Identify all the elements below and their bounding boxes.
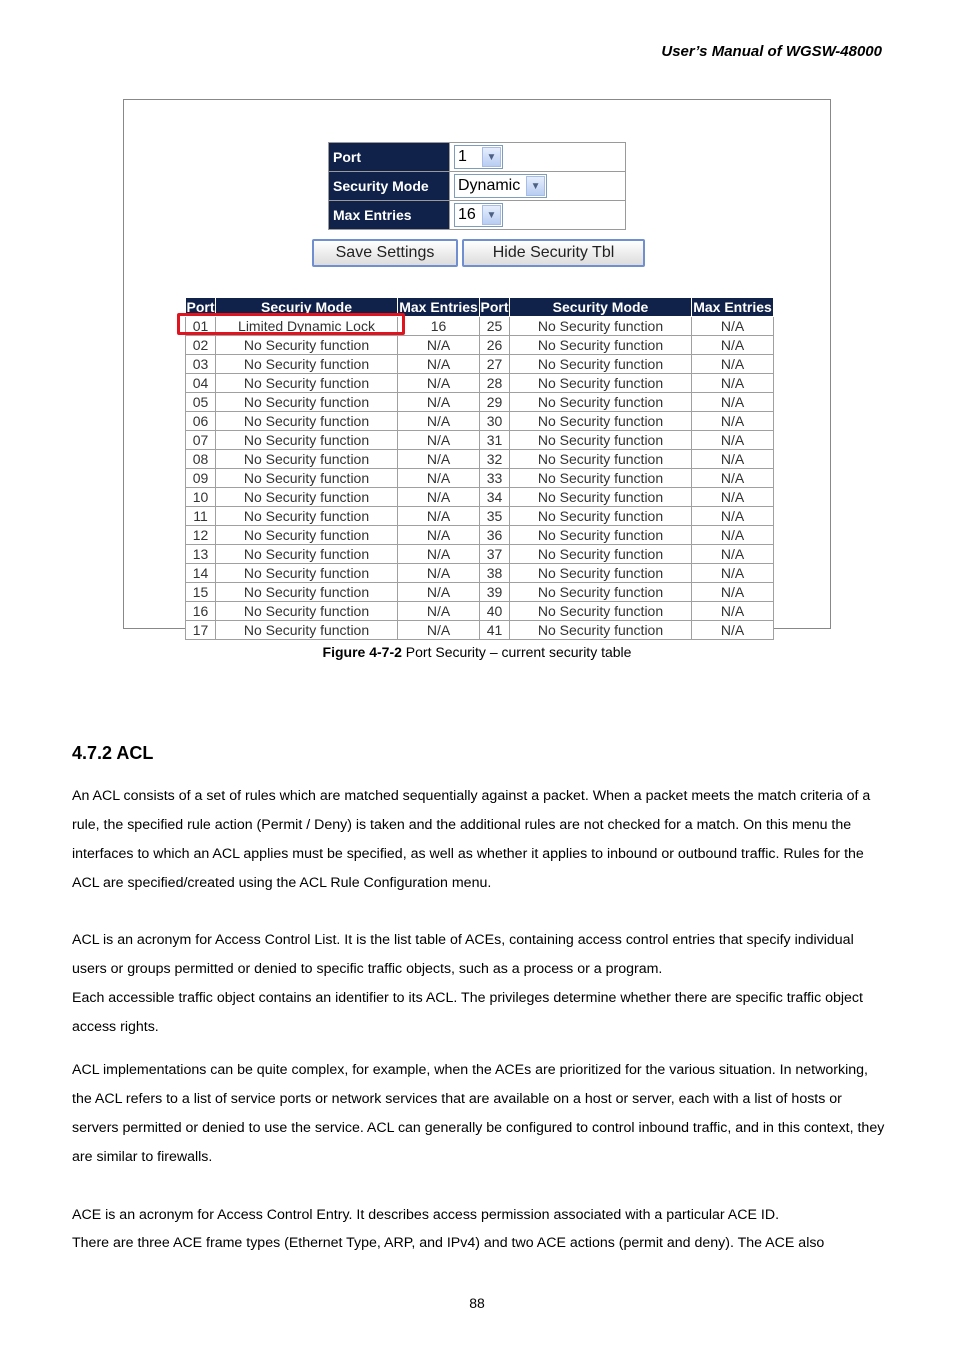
table-cell: No Security function — [510, 488, 692, 507]
table-cell: 07 — [186, 431, 216, 450]
table-row — [186, 526, 774, 545]
table-cell: 35 — [480, 507, 510, 526]
chevron-down-icon: ▼ — [482, 205, 501, 225]
table-cell: N/A — [398, 469, 480, 488]
table-cell: Limited Dynamic Lock — [216, 317, 398, 336]
table-cell: 39 — [480, 583, 510, 602]
page-number: 88 — [469, 1295, 485, 1311]
table-cell: No Security function — [510, 507, 692, 526]
table-cell: 29 — [480, 393, 510, 412]
table-cell: N/A — [692, 488, 774, 507]
table-cell: 41 — [480, 621, 510, 640]
save-settings-button[interactable]: Save Settings — [312, 239, 458, 267]
paragraph: An ACL consists of a set of rules which are matched sequentially against a packet. When a packet meets the match criteria of a rule, the specified rule action (Permit / Deny) is taken and the additional rules are not checked for a match. On this menu the interfaces to which an ACL applies must be specified, as well as whether it applies to inbound or outbound traffic. Rules for the ACL are specified/created using the ACL Rule Configuration menu. — [72, 788, 871, 891]
table-cell: 16 — [186, 602, 216, 621]
table-cell: No Security function — [216, 621, 398, 640]
table-cell: No Security function — [510, 374, 692, 393]
table-cell: 15 — [186, 583, 216, 602]
table-cell: No Security function — [216, 393, 398, 412]
table-cell: 05 — [186, 393, 216, 412]
table-cell: No Security function — [510, 431, 692, 450]
form-row-port — [329, 143, 626, 172]
table-cell: 40 — [480, 602, 510, 621]
table-cell: N/A — [398, 545, 480, 564]
table-cell: 13 — [186, 545, 216, 564]
table-cell: N/A — [692, 602, 774, 621]
port-label: Port — [329, 143, 450, 172]
col-max-entries: Max Entries — [399, 299, 478, 315]
table-cell: No Security function — [510, 393, 692, 412]
port-select[interactable]: 1 ▼ — [454, 145, 503, 169]
paragraph: ACL implementations can be quite complex, for example, when the ACEs are prioritized for the various situation. In networking, the ACL refers to a list of service ports or network services that are available on a host or server, each with a list of hosts or servers permitted or denied to use the service. ACL can generally be configured to control inbound traffic, and in this context, they are similar to firewalls. — [72, 1062, 885, 1165]
table-row — [186, 469, 774, 488]
table-row — [186, 336, 774, 355]
table-row — [186, 564, 774, 583]
table-cell: No Security function — [216, 545, 398, 564]
highlight-box — [177, 313, 405, 335]
table-cell: 33 — [480, 469, 510, 488]
table-cell: 10 — [186, 488, 216, 507]
paragraph: There are three ACE frame types (Ethernet Type, ARP, and IPv4) and two ACE actions (permit and deny). The ACE also — [72, 1235, 825, 1251]
table-cell: No Security function — [216, 526, 398, 545]
table-cell: N/A — [692, 355, 774, 374]
form-row-security-mode — [329, 172, 626, 201]
section-heading: 4.7.2 ACL — [72, 743, 154, 763]
screenshot-frame — [123, 99, 831, 638]
max-entries-select[interactable]: 16 ▼ — [454, 203, 503, 227]
col-port-2: Port — [480, 299, 509, 315]
paragraph: Each accessible traffic object contains an identifier to its ACL. The privileges determine whether there are specific traffic object access rights. — [72, 990, 863, 1035]
paragraph: ACE is an acronym for Access Control Entry. It describes access permission associated with a particular ACE ID. — [72, 1207, 780, 1223]
table-cell: N/A — [398, 583, 480, 602]
port-security-form — [328, 142, 626, 230]
table-cell: 09 — [186, 469, 216, 488]
table-cell: No Security function — [216, 374, 398, 393]
max-entries-label: Max Entries — [329, 201, 450, 230]
table-row — [186, 393, 774, 412]
table-cell: No Security function — [510, 355, 692, 374]
table-cell: N/A — [398, 355, 480, 374]
table-cell: No Security function — [216, 488, 398, 507]
table-cell: N/A — [692, 393, 774, 412]
table-row — [186, 431, 774, 450]
table-row — [186, 545, 774, 564]
table-cell: N/A — [398, 621, 480, 640]
table-cell: 38 — [480, 564, 510, 583]
table-cell: N/A — [692, 583, 774, 602]
form-row-max-entries — [329, 201, 626, 230]
table-cell: N/A — [398, 336, 480, 355]
table-cell: N/A — [398, 564, 480, 583]
table-cell: No Security function — [510, 469, 692, 488]
table-cell: N/A — [398, 526, 480, 545]
table-row — [186, 583, 774, 602]
figure-caption — [0, 644, 954, 660]
paragraph: ACL is an acronym for Access Control List. It is the list table of ACEs, containing access control entries that specify individual users or groups permitted or denied to specific traffic objects, such as a process or a program. — [72, 932, 854, 977]
table-cell: 02 — [186, 336, 216, 355]
table-cell: 27 — [480, 355, 510, 374]
col-max-entries-2: Max Entries — [693, 299, 772, 315]
table-cell: N/A — [398, 488, 480, 507]
table-cell: 03 — [186, 355, 216, 374]
table-cell: No Security function — [216, 336, 398, 355]
security-mode-label: Security Mode — [329, 172, 450, 201]
table-row — [186, 602, 774, 621]
table-cell: No Security function — [216, 431, 398, 450]
table-row — [186, 412, 774, 431]
table-cell: 36 — [480, 526, 510, 545]
chevron-down-icon: ▼ — [526, 176, 545, 196]
table-cell: N/A — [692, 412, 774, 431]
table-cell: No Security function — [510, 602, 692, 621]
table-cell: No Security function — [216, 469, 398, 488]
security-table — [185, 297, 774, 640]
col-security-mode: Securiy Mode — [216, 298, 398, 317]
table-cell: N/A — [692, 545, 774, 564]
table-row — [186, 621, 774, 640]
table-row — [186, 355, 774, 374]
table-cell: No Security function — [510, 564, 692, 583]
table-cell: No Security function — [510, 412, 692, 431]
table-cell: No Security function — [510, 317, 692, 336]
hide-security-table-button[interactable]: Hide Security Tbl — [462, 239, 645, 267]
table-cell: 12 — [186, 526, 216, 545]
table-cell: No Security function — [510, 526, 692, 545]
figure-caption-text: Port Security – current security table — [401, 644, 632, 660]
table-cell: 30 — [480, 412, 510, 431]
table-cell: N/A — [692, 450, 774, 469]
table-cell: 08 — [186, 450, 216, 469]
table-cell: No Security function — [216, 412, 398, 431]
col-security-mode-2: Security Mode — [510, 298, 692, 317]
table-cell: 17 — [186, 621, 216, 640]
table-row — [186, 450, 774, 469]
table-cell: 25 — [480, 317, 510, 336]
table-cell: No Security function — [216, 355, 398, 374]
table-row — [186, 374, 774, 393]
table-cell: 11 — [186, 507, 216, 526]
table-cell: 37 — [480, 545, 510, 564]
table-row — [186, 488, 774, 507]
table-cell: N/A — [692, 526, 774, 545]
table-cell: 34 — [480, 488, 510, 507]
table-cell: 16 — [398, 317, 480, 336]
table-cell: N/A — [398, 431, 480, 450]
table-cell: 14 — [186, 564, 216, 583]
table-cell: N/A — [692, 507, 774, 526]
table-cell: N/A — [398, 450, 480, 469]
table-cell: No Security function — [510, 450, 692, 469]
chevron-down-icon: ▼ — [482, 147, 501, 167]
table-cell: N/A — [692, 336, 774, 355]
table-cell: No Security function — [510, 545, 692, 564]
table-cell: 01 — [186, 317, 216, 336]
figure-label: Figure 4-7-2 — [322, 644, 402, 660]
table-cell: 26 — [480, 336, 510, 355]
table-cell: N/A — [692, 564, 774, 583]
col-port: Port — [186, 299, 215, 315]
table-cell: No Security function — [510, 621, 692, 640]
table-cell: 04 — [186, 374, 216, 393]
table-cell: No Security function — [216, 583, 398, 602]
table-row — [186, 507, 774, 526]
table-cell: N/A — [398, 412, 480, 431]
table-cell: N/A — [692, 374, 774, 393]
table-cell: 32 — [480, 450, 510, 469]
page-header: User’s Manual of WGSW-48000 — [661, 43, 882, 60]
table-cell: 31 — [480, 431, 510, 450]
table-cell: N/A — [692, 317, 774, 336]
table-cell: No Security function — [510, 583, 692, 602]
table-cell: No Security function — [216, 564, 398, 583]
table-cell: No Security function — [510, 336, 692, 355]
table-cell: 28 — [480, 374, 510, 393]
table-cell: N/A — [398, 374, 480, 393]
table-cell: 06 — [186, 412, 216, 431]
table-cell: N/A — [398, 602, 480, 621]
table-cell: N/A — [692, 621, 774, 640]
table-cell: No Security function — [216, 507, 398, 526]
table-cell: No Security function — [216, 602, 398, 621]
table-cell: N/A — [398, 507, 480, 526]
security-mode-select[interactable]: Dynamic ▼ — [454, 174, 547, 198]
table-cell: N/A — [398, 393, 480, 412]
table-cell: N/A — [692, 431, 774, 450]
table-cell: N/A — [692, 469, 774, 488]
table-cell: No Security function — [216, 450, 398, 469]
